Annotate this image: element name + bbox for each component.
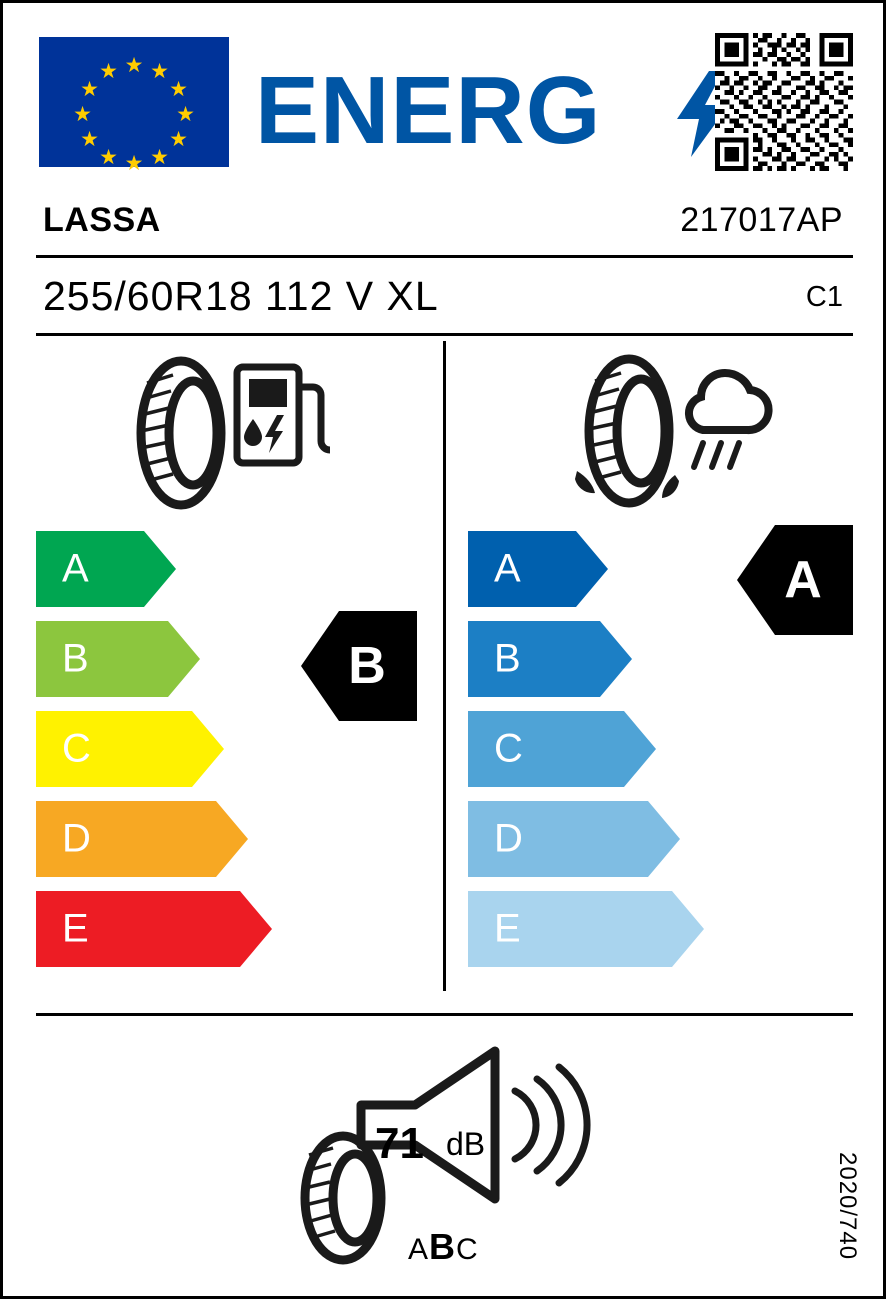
- noise-section: [283, 1043, 613, 1273]
- tire-wet-icon: [575, 359, 679, 503]
- noise-unit: dB: [446, 1126, 486, 1162]
- fuel-grade-d: [36, 801, 272, 877]
- noise-class-a: A: [408, 1233, 430, 1266]
- fuel-grade-c: [36, 711, 272, 787]
- grade-letter: A: [494, 546, 521, 591]
- grade-letter: D: [62, 816, 91, 861]
- wet-grip-scale: [468, 531, 704, 981]
- grade-row: [36, 891, 272, 967]
- wet-result-letter: A: [784, 551, 822, 609]
- qr-code-icon: [715, 33, 853, 171]
- grade-letter: E: [62, 906, 89, 951]
- grade-letter: D: [494, 816, 523, 861]
- fuel-grade-a: [36, 531, 272, 607]
- fuel-grade-b: [36, 621, 272, 697]
- regulation-reference: 2020/740: [834, 1151, 861, 1260]
- wet-grip-result: [737, 525, 853, 635]
- wet-grade-e: [468, 891, 704, 967]
- grade-row: [36, 801, 272, 877]
- label-header: [39, 33, 853, 175]
- fuel-result-letter: B: [348, 637, 386, 695]
- grade-letter: C: [62, 726, 91, 771]
- grade-letter: E: [494, 906, 521, 951]
- grade-row: [36, 531, 272, 607]
- tire-icon: [305, 1136, 381, 1260]
- tyre-size: 255/60R18 112 V XL: [43, 273, 439, 319]
- grade-row: [468, 531, 704, 607]
- noise-value: 71: [375, 1119, 424, 1168]
- fuel-efficiency-pictogram: [121, 353, 331, 513]
- noise-class-c: C: [456, 1233, 479, 1266]
- noise-class-b-selected: B: [429, 1226, 457, 1267]
- grade-row: [468, 801, 704, 877]
- grade-letter: C: [494, 726, 523, 771]
- tire-icon: [141, 361, 221, 505]
- rain-cloud-icon: [689, 373, 769, 467]
- fuel-efficiency-scale: [36, 531, 272, 981]
- grade-row: [468, 891, 704, 967]
- grade-letter: B: [62, 636, 89, 681]
- wet-grade-a: [468, 531, 704, 607]
- tyre-class-code: C1: [805, 281, 843, 313]
- noise-class-scale: [408, 1226, 479, 1268]
- divider-top: [36, 255, 853, 258]
- grade-letter: B: [494, 636, 521, 681]
- wet-grip-pictogram: [551, 353, 781, 513]
- eu-flag-icon: ★ ★ ★ ★ ★ ★ ★ ★ ★ ★ ★ ★: [39, 37, 229, 167]
- wet-grade-b: [468, 621, 704, 697]
- grade-row: [36, 621, 272, 697]
- fuel-efficiency-result: [301, 611, 417, 721]
- divider-vertical: [443, 341, 446, 991]
- fuel-grade-e: [36, 891, 272, 967]
- divider-bottom: [36, 1013, 853, 1016]
- model-code: 217017AP: [680, 201, 843, 239]
- divider-second: [36, 333, 853, 336]
- grade-row: [468, 621, 704, 697]
- energy-wordmark: ENERG: [255, 57, 602, 164]
- brand-name: LASSA: [43, 201, 161, 239]
- grade-letter: A: [62, 546, 89, 591]
- grade-row: [468, 711, 704, 787]
- wet-grade-c: [468, 711, 704, 787]
- wet-grade-d: [468, 801, 704, 877]
- sound-wave-icon: [515, 1067, 587, 1183]
- grade-row: [36, 711, 272, 787]
